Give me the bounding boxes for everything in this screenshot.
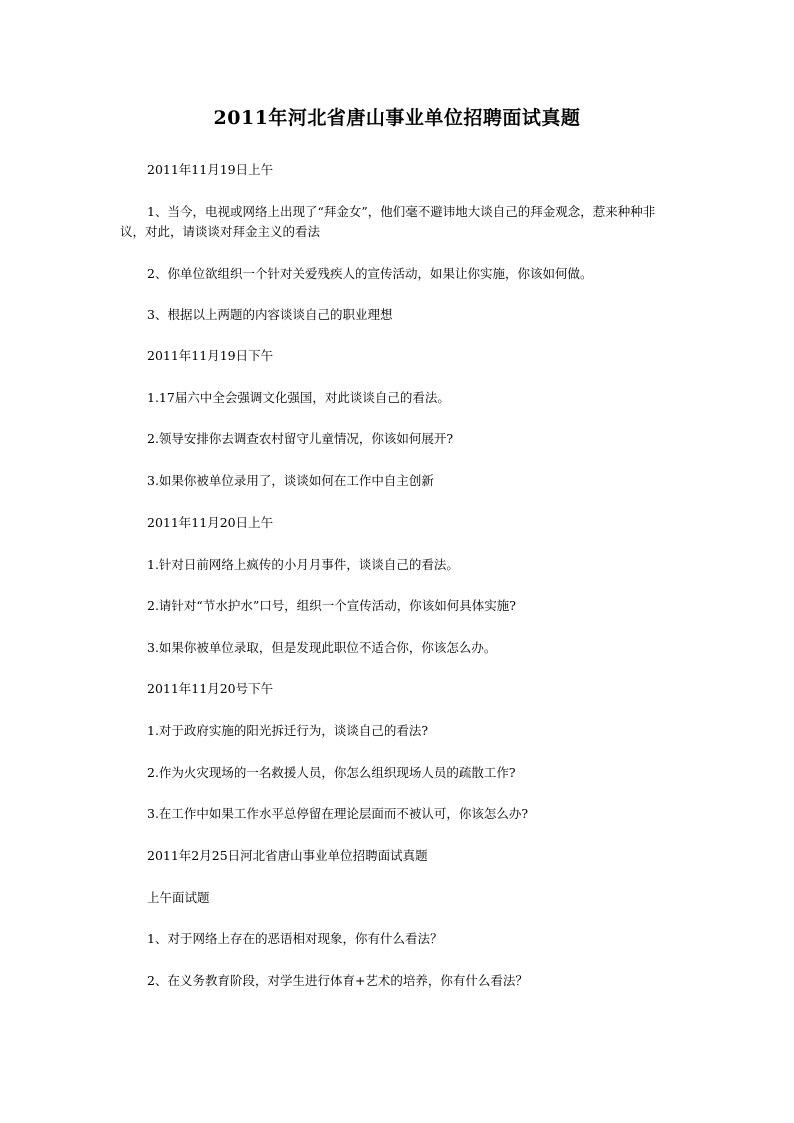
question-paragraph: 2.作为火灾现场的一名救援人员，你怎么组织现场人员的疏散工作? [147, 765, 516, 780]
session-heading: 2011年11月19日上午 [147, 162, 274, 177]
question-paragraph: 3.如果你被单位录用了，谈谈如何在工作中自主创新 [147, 473, 434, 488]
question-paragraph: 1、当今，电视或网络上出现了“拜金女”，他们毫不避讳地大谈自己的拜金观念，惹来种种非议，对此，请谈谈对拜金主义的看法 [120, 204, 656, 239]
question-paragraph: 1.对于政府实施的阳光拆迁行为，谈谈自己的看法? [147, 723, 429, 738]
question-paragraph: 2.领导安排你去调查农村留守儿童情况，你该如何展开? [147, 431, 454, 446]
question-paragraph: 1.17届六中全会强调文化强国，对此谈谈自己的看法。 [147, 390, 450, 405]
question-paragraph: 1、对于网络上存在的恶语相对现象，你有什么看法？ [147, 931, 443, 946]
question-paragraph: 3、根据以上两题的内容谈谈自己的职业理想 [147, 307, 393, 322]
section-heading: 2011年2月25日河北省唐山事业单位招聘面试真题 [147, 848, 428, 863]
document-title: 2011年河北省唐山事业单位招聘面试真题 [213, 107, 581, 129]
session-heading: 2011年11月19日下午 [147, 348, 274, 363]
session-heading: 上午面试题 [147, 890, 210, 905]
question-paragraph: 1.针对日前网络上疯传的小月月事件，谈谈自己的看法。 [147, 557, 459, 572]
session-heading: 2011年11月20号下午 [147, 681, 274, 696]
session-heading: 2011年11月20日上午 [147, 515, 274, 530]
question-paragraph: 3.在工作中如果工作水平总停留在理论层面而不被认可，你该怎么办? [147, 806, 529, 821]
question-paragraph: 2、在义务教育阶段，对学生进行体育+艺术的培养，你有什么看法？ [147, 973, 528, 988]
question-paragraph: 3.如果你被单位录取，但是发现此职位不适合你，你该怎么办。 [147, 640, 497, 655]
question-paragraph: 2.请针对“节水护水”口号，组织一个宣传活动，你该如何具体实施? [147, 598, 516, 613]
question-paragraph: 2、你单位欲组织一个针对关爱残疾人的宣传活动，如果让你实施，你该如何做。 [147, 266, 593, 281]
